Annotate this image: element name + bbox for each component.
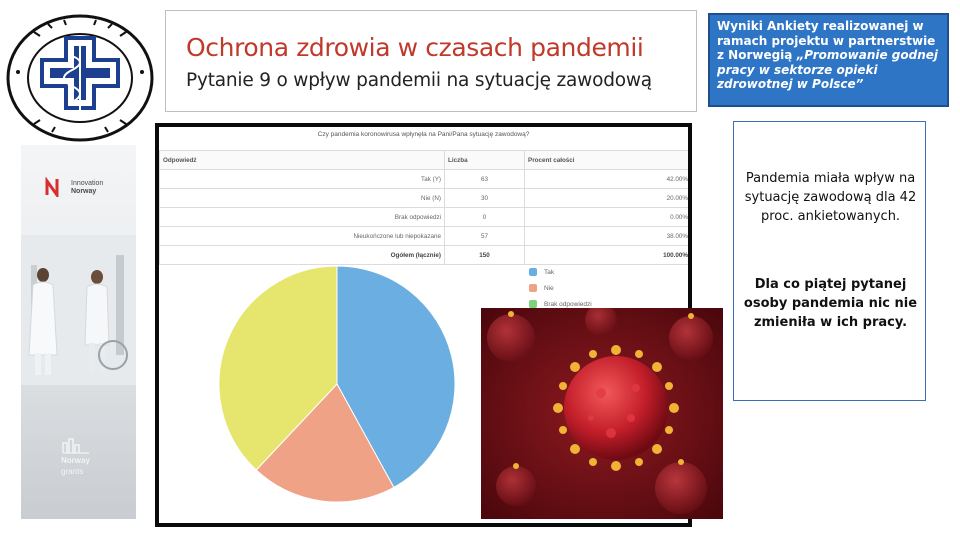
row-percent: 20.00% xyxy=(525,189,692,208)
pie-legend xyxy=(529,264,592,312)
info-box-text: Wyniki Ankiety realizowanej w ramach projektu w partnerstwie z Norwegią xyxy=(717,19,936,62)
table-row xyxy=(160,189,692,208)
row-count: 150 xyxy=(445,246,525,265)
table-row xyxy=(160,170,692,189)
row-answer: Ogółem (łącznie) xyxy=(160,246,445,265)
legend-item xyxy=(529,264,592,280)
header-percent: Procent całości xyxy=(525,151,692,170)
survey-table xyxy=(159,150,692,265)
pie-chart xyxy=(217,264,457,504)
table-row-total xyxy=(160,246,692,265)
key-findings-box xyxy=(733,121,926,401)
union-logo xyxy=(4,12,156,144)
innovation-norway-mark-icon xyxy=(45,177,65,197)
finding-no-change-text: Dla co piątej pytanej osoby pandemia nic nie zmieniła w ich pracy. xyxy=(743,277,918,330)
page-title: Ochrona zdrowia w czasach pandemii xyxy=(186,33,644,62)
row-count: 57 xyxy=(445,227,525,246)
row-percent: 100.00% xyxy=(525,246,692,265)
row-percent: 38.00% xyxy=(525,227,692,246)
legend-swatch xyxy=(529,300,537,308)
row-answer: Brak odpowiedzi xyxy=(160,208,445,227)
row-count: 63 xyxy=(445,170,525,189)
ng-norway-label: Norway xyxy=(61,456,90,465)
legend-label: Tak xyxy=(544,268,555,276)
legend-label: Nie xyxy=(544,284,554,292)
hospital-corridor-photo xyxy=(21,235,136,385)
header-count: Liczba xyxy=(445,151,525,170)
innovation-norway-banner xyxy=(21,145,136,519)
table-row xyxy=(160,227,692,246)
row-count: 30 xyxy=(445,189,525,208)
info-box-project-name: „Promowanie godnej pracy w sektorze opieki zdrowotnej w Polsce” xyxy=(717,48,939,91)
survey-question: Czy pandemia koronowirusa wpłynęła na Pani/Pana sytuację zawodową? xyxy=(317,131,530,138)
table-header-row xyxy=(160,151,692,170)
table-row xyxy=(160,208,692,227)
row-answer: Tak (Y) xyxy=(160,170,445,189)
finding-impact-text: Pandemia miała wpływ na sytuację zawodową dla 42 proc. ankietowanych. xyxy=(744,171,917,224)
norway-grants-icon xyxy=(61,437,89,455)
row-answer: Nie (N) xyxy=(160,189,445,208)
norway-label: Norway xyxy=(71,188,97,195)
row-percent: 42.00% xyxy=(525,170,692,189)
ng-grants-label: grants xyxy=(61,467,84,476)
legend-item xyxy=(529,280,592,296)
row-answer: Nieukończone lub niepokazane xyxy=(160,227,445,246)
legend-swatch xyxy=(529,268,537,276)
innovation-label: Innovation xyxy=(71,180,104,187)
row-percent: 0.00% xyxy=(525,208,692,227)
row-count: 0 xyxy=(445,208,525,227)
legend-label: Brak odpowiedzi xyxy=(544,300,592,308)
page-subtitle: Pytanie 9 o wpływ pandemii na sytuację zawodową xyxy=(186,70,652,91)
norway-grants-logo xyxy=(31,437,126,517)
title-box xyxy=(165,10,697,112)
legend-swatch xyxy=(529,284,537,292)
survey-info-box xyxy=(708,13,949,107)
coronavirus-image xyxy=(481,308,723,519)
header-answer: Odpowiedź xyxy=(160,151,445,170)
